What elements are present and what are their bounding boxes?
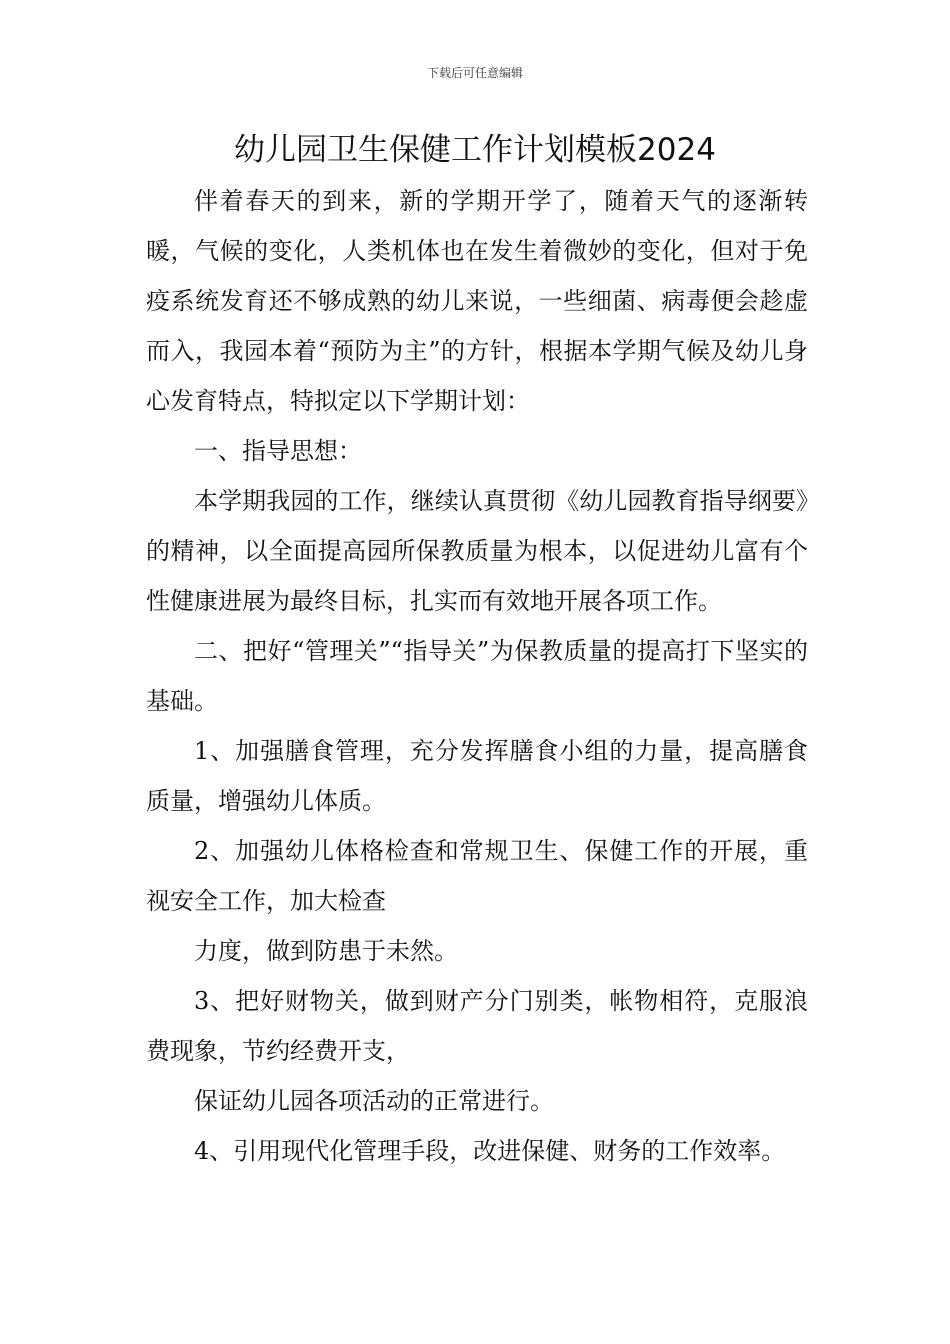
paragraph-item-3-cont: 保证幼儿园各项活动的正常进行。	[194, 1087, 554, 1115]
paragraph-heading-guiding-thought: 一、指导思想：	[194, 437, 362, 465]
paragraph-item-4: 4、引用现代化管理手段，改进保健、财务的工作效率。	[194, 1137, 786, 1165]
paragraph-item-1: 1、加强膳食管理，充分发挥膳食小组的力量，提高膳食质量，增强幼儿体质。	[146, 737, 808, 815]
paragraph-intro: 伴着春天的到来，新的学期开学了，随着天气的逐渐转暖，气候的变化，人类机体也在发生着微妙的变化，但对于免疫系统发育还不够成熟的幼儿来说，一些细菌、病毒便会趁虚而入，我园本着“预防为主”的方针，根据本学期气候及幼儿身心发育特点，特拟定以下学期计划：	[146, 187, 808, 415]
paragraph-heading-management: 二、把好“管理关”“指导关”为保教质量的提高打下坚实的基础。	[146, 637, 808, 715]
document-title: 幼儿园卫生保健工作计划模板2024	[234, 132, 716, 168]
paragraph-item-3: 3、把好财物关，做到财产分门别类，帐物相符，克服浪费现象，节约经费开支，	[146, 987, 808, 1065]
header-note: 下载后可任意编辑	[426, 66, 523, 80]
document-body	[146, 176, 808, 1176]
paragraph-item-2-cont: 力度，做到防患于未然。	[194, 937, 458, 965]
paragraph-guiding-thought: 本学期我园的工作，继续认真贯彻《幼儿园教育指导纲要》的精神，以全面提高园所保教质量为根本，以促进幼儿富有个性健康进展为最终目标，扎实而有效地开展各项工作。	[146, 487, 808, 615]
paragraph-item-2: 2、加强幼儿体格检查和常规卫生、保健工作的开展，重视安全工作，加大检查	[146, 837, 808, 915]
